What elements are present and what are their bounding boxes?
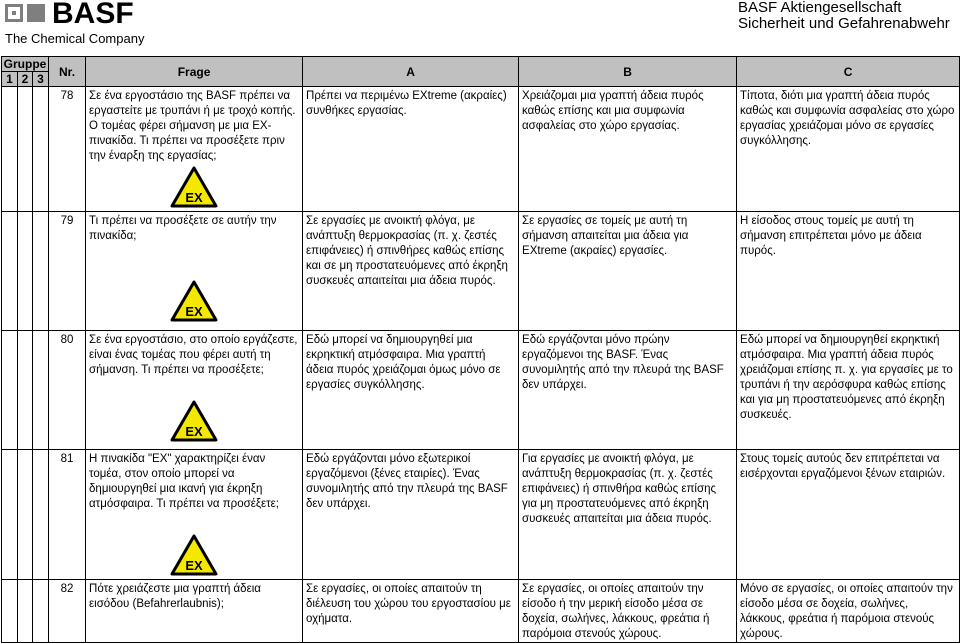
answer-b-text: Χρειάζομαι μια γραπτή άδεια πυρός καθώς επίσης και μια συμφωνία ασφαλείας στο χώρο εργασίας. [522, 90, 704, 132]
question-number [49, 580, 86, 643]
ex-warning-sign-icon [170, 166, 218, 208]
answer-c-text: Τίποτα, διότι μια γραπτή άδεια πυρός καθώς και συμφωνία ασφαλείας στο χώρο εργασίας χρειάζομαι μόνο σε εργασίες συγκόλλησης. [740, 90, 955, 147]
ex-sign-container [86, 164, 302, 211]
answer-b-text: Εδώ εργάζονται μόνο πρώην εργαζόμενοι της BASF. Ένας συνομιλητής από την πλευρά της BASF δεν υπάρχει. [522, 334, 724, 391]
ex-sign-container [86, 378, 302, 445]
answer-a-cell [303, 580, 519, 643]
question-number-text: 78 [60, 90, 74, 102]
answer-c-text: Στους τομείς αυτούς δεν επιτρέπεται να εισέρχονται εργαζόμενοι ξένων εταιριών. [740, 453, 946, 480]
table-row [2, 87, 960, 212]
basf-logo-text: BASF [52, 0, 134, 30]
answer-b-cell [519, 450, 737, 580]
question-cell [86, 212, 303, 331]
answer-b-cell [519, 87, 737, 212]
question-cell [86, 87, 303, 212]
group-cell-1 [2, 87, 18, 212]
department-name: Sicherheit und Gefahrenabwehr [738, 15, 950, 32]
question-table [1, 56, 960, 643]
answer-a-text: Εδώ μπορεί να δημιουργηθεί μια εκρηκτική ατμόσφαιρα. Μια γραπτή άδεια πυρός χρειάζομαι όμως μόνο σε εργασίες συγκόλλησης. [306, 334, 501, 391]
answer-a-text: Πρέπει να περιμένω EXtreme (ακραίες) συνθήκες εργασίας. [306, 90, 507, 117]
question-cell [86, 450, 303, 580]
table-row [2, 450, 960, 580]
header-group-3: 3 [33, 72, 49, 87]
header-group-2: 2 [18, 72, 33, 87]
group-cell-1 [2, 580, 18, 643]
header-c: C [737, 57, 960, 87]
ex-sign-label: EX [185, 558, 203, 573]
table-row [2, 580, 960, 643]
answer-c-cell [737, 87, 960, 212]
answer-c-cell [737, 331, 960, 450]
group-cell-3 [33, 331, 49, 450]
question-number-text: 80 [60, 334, 74, 346]
table-row [2, 212, 960, 331]
question-number-text: 79 [60, 215, 74, 227]
question-text: Σε ένα εργοστάσιο της BASF πρέπει να εργαστείτε με τρυπάνι ή με τροχό κοπής. Ο τομέας φέρει σήμανση με μια EX-πινακίδα. Τι πρέπει να προσέξετε πριν την έναρξη της εργασίας; [89, 90, 296, 162]
header-gruppe: Gruppe [2, 57, 49, 72]
header-b: B [519, 57, 737, 87]
question-cell [86, 331, 303, 450]
group-cell-2 [18, 580, 33, 643]
question-number-text: 82 [60, 583, 74, 595]
group-cell-1 [2, 450, 18, 580]
answer-c-text: Η είσοδος στους τομείς με αυτή τη σήμανση επιτρέπεται μόνο με άδεια πυρός. [740, 215, 922, 257]
answer-b-cell [519, 331, 737, 450]
group-cell-3 [33, 450, 49, 580]
answer-a-text: Εδώ εργάζονται μόνο εξωτερικοί εργαζόμενοι (ξένες εταιρίες). Ένας συνομιλητής από την πλευρά της BASF δεν υπάρχει. [306, 453, 508, 510]
question-cell [86, 580, 303, 643]
question-number [49, 87, 86, 212]
question-number-text: 81 [60, 453, 74, 465]
group-cell-2 [18, 331, 33, 450]
answer-a-cell [303, 212, 519, 331]
answer-b-cell [519, 212, 737, 331]
ex-sign-container [86, 244, 302, 325]
answer-c-cell [737, 212, 960, 331]
ex-sign-container [86, 512, 302, 579]
logo-subtitle: The Chemical Company [5, 31, 145, 46]
answer-c-text: Εδώ μπορεί να δημιουργηθεί εκρηκτική ατμόσφαιρα. Μια γραπτή άδεια πυρός χρειάζομαι επίσης π. χ. για εργασίες με το τρυπάνι ή την αερόσφυρα καθώς επίσης και για μη προστατευόμενες από έκρηξη συσκευές. [740, 334, 953, 421]
table-header-row-top [2, 57, 960, 72]
ex-sign-label: EX [185, 304, 203, 319]
basf-logo-square-solid-icon [27, 4, 45, 22]
group-cell-3 [33, 87, 49, 212]
header-nr: Nr. [49, 57, 86, 87]
question-text: Πότε χρειάζεστε μια γραπτή άδεια εισόδου (Befahrerlaubnis); [89, 583, 261, 610]
ex-sign-label: EX [185, 424, 203, 439]
answer-a-text: Σε εργασίες με ανοικτή φλόγα, με ανάπτυξη θερμοκρασίας (π. χ. ζεστές επιφάνειες) ή σπινθήρες καθώς επίσης και σε μη προστατευόμενες από έκρηξη συσκευές απαιτείται μια άδεια πυρός. [306, 215, 508, 287]
answer-c-cell [737, 450, 960, 580]
group-cell-3 [33, 212, 49, 331]
answer-a-text: Σε εργασίες, οι οποίες απαιτούν τη διέλευση του χώρου του εργοστασίου με οχήματα. [306, 583, 511, 625]
ex-sign-label: EX [185, 190, 203, 205]
answer-b-text: Σε εργασίες σε τομείς με αυτή τη σήμανση απαιτείται μια άδεια για EXtreme (ακραίες) εργασίες. [522, 215, 689, 257]
header-frage: Frage [86, 57, 303, 87]
company-name: BASF Aktiengesellschaft [738, 0, 902, 16]
answer-a-cell [303, 331, 519, 450]
group-cell-3 [33, 580, 49, 643]
question-text: Σε ένα εργοστάσιο, στο οποίο εργάζεστε, είναι ένας τομέας που φέρει αυτή τη σήμανση. Τι πρέπει να προσέξετε; [89, 334, 298, 376]
ex-warning-sign-icon [170, 400, 218, 442]
document-header [0, 0, 960, 56]
answer-a-cell [303, 87, 519, 212]
answer-c-text: Μόνο σε εργασίες, οι οποίες απαιτούν την είσοδο μέσα σε δοχεία, σωλήνες, λάκκους, φρεάτια ή παρόμοια στενούς χώρους. [740, 583, 953, 640]
question-text: Τι πρέπει να προσέξετε σε αυτήν την πινακίδα; [89, 215, 277, 242]
basf-logo-square-outline-icon [5, 4, 23, 22]
group-cell-1 [2, 212, 18, 331]
group-cell-2 [18, 87, 33, 212]
group-cell-1 [2, 331, 18, 450]
answer-b-text: Σε εργασίες, οι οποίες απαιτούν την είσοδο ή την μερική είσοδο μέσα σε δοχεία, σωλήνες, λάκκους, φρεάτια ή παρόμοια στενούς χώρους. [522, 583, 710, 640]
question-number [49, 331, 86, 450]
ex-warning-sign-icon [170, 280, 218, 322]
company-block [738, 0, 956, 32]
header-a: A [303, 57, 519, 87]
answer-b-cell [519, 580, 737, 643]
group-cell-2 [18, 212, 33, 331]
answer-a-cell [303, 450, 519, 580]
question-number [49, 212, 86, 331]
question-number [49, 450, 86, 580]
table-row [2, 331, 960, 450]
answer-c-cell [737, 580, 960, 643]
ex-warning-sign-icon [170, 534, 218, 576]
header-group-1: 1 [2, 72, 18, 87]
group-cell-2 [18, 450, 33, 580]
question-text: Η πινακίδα "EX" χαρακτηρίζει έναν τομέα, στον οποίο μπορεί να δημιουργηθεί μια ικανή για έκρηξη ατμόσφαιρα. Τι πρέπει να προσέξετε; [89, 453, 279, 510]
answer-b-text: Για εργασίες με ανοικτή φλόγα, με ανάπτυξη θερμοκρασίας (π. χ. ζεστές επιφάνειες) ή σπινθήρα καθώς επίσης για μη προστατευόμενες από έκρηξη συσκευές απαιτείται μια άδεια πυρός. [522, 453, 717, 525]
